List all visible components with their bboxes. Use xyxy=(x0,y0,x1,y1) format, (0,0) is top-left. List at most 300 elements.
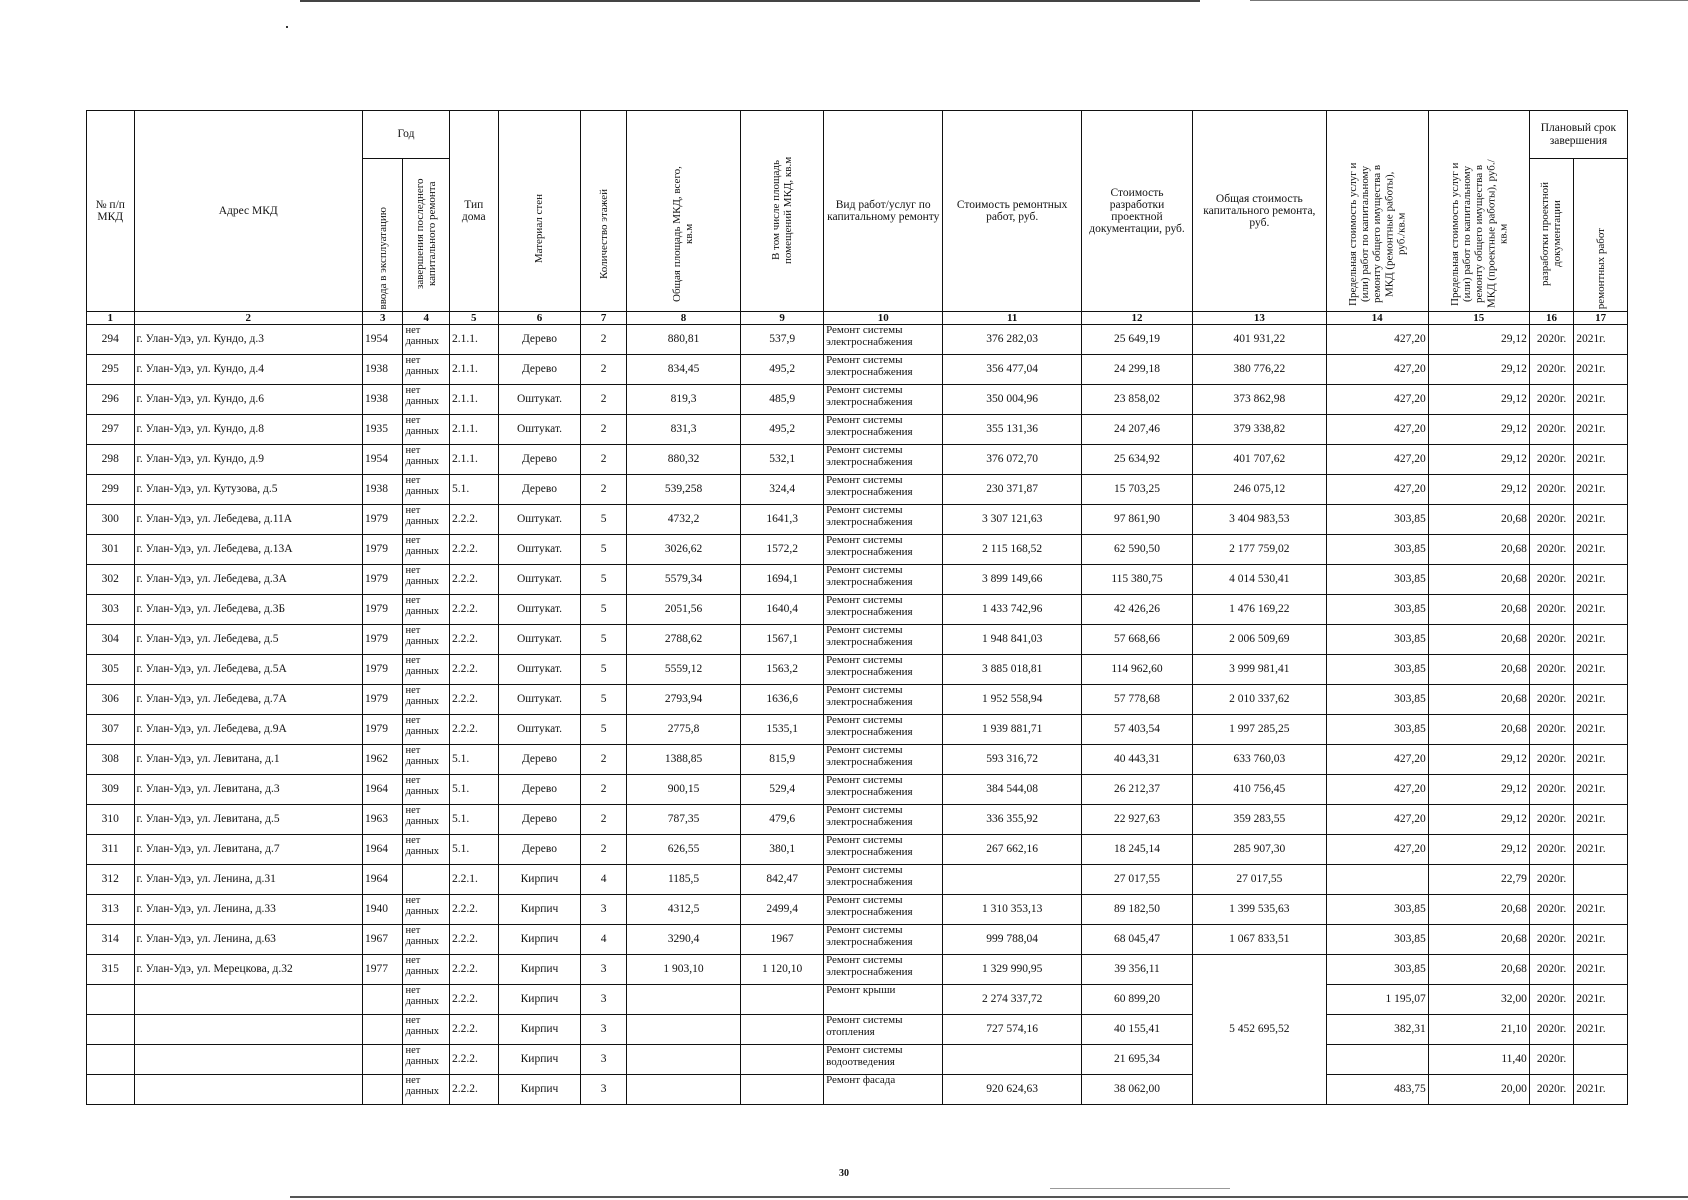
cell-premises-area: 1535,1 xyxy=(741,715,824,745)
cell-total-area: 831,3 xyxy=(626,415,740,445)
cell-premises-area xyxy=(741,1015,824,1045)
table-body xyxy=(87,325,1628,1105)
cell-design-cost: 40 443,31 xyxy=(1081,745,1192,775)
cell-plan-design: 2020г. xyxy=(1529,505,1573,535)
cell-floors: 3 xyxy=(581,895,627,925)
cell-total-cost: 27 017,55 xyxy=(1193,865,1326,895)
column-number: 9 xyxy=(741,312,824,325)
cell-commissioning-year: 1962 xyxy=(363,745,403,775)
cell-floors: 3 xyxy=(581,1075,627,1105)
cell-floors: 2 xyxy=(581,415,627,445)
cell-total-cost: 379 338,82 xyxy=(1193,415,1326,445)
cell-last-repair: нет данных xyxy=(403,325,450,355)
cell-last-repair: нет данных xyxy=(403,715,450,745)
cell-total-area: 626,55 xyxy=(626,835,740,865)
cell-repair-cost: 2 115 168,52 xyxy=(943,535,1082,565)
cell-plan-repair: 2021г. xyxy=(1574,835,1628,865)
cell-wall-material: Дерево xyxy=(498,355,581,385)
cell-repair-cost: 1 310 353,13 xyxy=(943,895,1082,925)
cell-address: г. Улан-Удэ, ул. Кундо, д.6 xyxy=(134,385,363,415)
cell-wall-material: Кирпич xyxy=(498,925,581,955)
cell-address: г. Улан-Удэ, ул. Левитана, д.1 xyxy=(134,745,363,775)
cell-number: 302 xyxy=(87,565,135,595)
cell-work-type: Ремонт системы электроснабжения xyxy=(824,655,943,685)
table-row xyxy=(87,535,1628,565)
cell-floors: 5 xyxy=(581,535,627,565)
cell-plan-design: 2020г. xyxy=(1529,625,1573,655)
cell-number: 307 xyxy=(87,715,135,745)
cell-premises-area: 495,2 xyxy=(741,355,824,385)
cell-commissioning-year: 1979 xyxy=(363,535,403,565)
cell-commissioning-year: 1940 xyxy=(363,895,403,925)
cell-house-type: 2.2.2. xyxy=(449,955,498,985)
cell-last-repair: нет данных xyxy=(403,1045,450,1075)
cell-limit-repair: 427,20 xyxy=(1326,445,1428,475)
cell-total-cost: 285 907,30 xyxy=(1193,835,1326,865)
cell-wall-material: Дерево xyxy=(498,745,581,775)
column-number: 3 xyxy=(363,312,403,325)
cell-design-cost: 24 207,46 xyxy=(1081,415,1192,445)
cell-total-cost: 1 067 833,51 xyxy=(1193,925,1326,955)
cell-last-repair: нет данных xyxy=(403,775,450,805)
cell-wall-material: Оштукат. xyxy=(498,415,581,445)
cell-total-area: 1388,85 xyxy=(626,745,740,775)
cell-total-cost: 246 075,12 xyxy=(1193,475,1326,505)
cell-wall-material: Оштукат. xyxy=(498,535,581,565)
cell-plan-repair: 2021г. xyxy=(1574,355,1628,385)
cell-total-area: 4732,2 xyxy=(626,505,740,535)
cell-number xyxy=(87,1015,135,1045)
scan-edge-bottom xyxy=(290,1196,1688,1198)
cell-limit-design: 20,00 xyxy=(1428,1075,1529,1105)
cell-limit-design: 22,79 xyxy=(1428,865,1529,895)
cell-premises-area: 815,9 xyxy=(741,745,824,775)
cell-plan-repair: 2021г. xyxy=(1574,1075,1628,1105)
cell-address: г. Улан-Удэ, ул. Лебедева, д.11А xyxy=(134,505,363,535)
cell-total-cost: 4 014 530,41 xyxy=(1193,565,1326,595)
cell-house-type: 2.2.2. xyxy=(449,535,498,565)
cell-number: 305 xyxy=(87,655,135,685)
cell-premises-area: 529,4 xyxy=(741,775,824,805)
cell-house-type: 2.2.1. xyxy=(449,865,498,895)
cell-work-type: Ремонт системы электроснабжения xyxy=(824,475,943,505)
cell-total-area: 880,32 xyxy=(626,445,740,475)
cell-limit-repair: 427,20 xyxy=(1326,835,1428,865)
cell-repair-cost: 355 131,36 xyxy=(943,415,1082,445)
column-number: 6 xyxy=(498,312,581,325)
cell-total-area: 3026,62 xyxy=(626,535,740,565)
cell-premises-area xyxy=(741,1045,824,1075)
cell-last-repair: нет данных xyxy=(403,625,450,655)
cell-floors: 5 xyxy=(581,595,627,625)
table-row xyxy=(87,415,1628,445)
cell-limit-repair: 303,85 xyxy=(1326,925,1428,955)
table-row xyxy=(87,325,1628,355)
cell-total-area xyxy=(626,985,740,1015)
cell-work-type: Ремонт системы электроснабжения xyxy=(824,415,943,445)
cell-design-cost: 18 245,14 xyxy=(1081,835,1192,865)
cell-limit-design: 29,12 xyxy=(1428,805,1529,835)
cell-commissioning-year: 1979 xyxy=(363,655,403,685)
cell-commissioning-year: 1938 xyxy=(363,385,403,415)
cell-plan-repair: 2021г. xyxy=(1574,475,1628,505)
cell-last-repair: нет данных xyxy=(403,475,450,505)
cell-total-area: 3290,4 xyxy=(626,925,740,955)
table-row xyxy=(87,1075,1628,1105)
scan-edge-top-right xyxy=(1250,0,1688,1)
column-number: 13 xyxy=(1193,312,1326,325)
cell-repair-cost: 3 885 018,81 xyxy=(943,655,1082,685)
cell-limit-repair: 303,85 xyxy=(1326,955,1428,985)
cell-floors: 5 xyxy=(581,565,627,595)
cell-wall-material: Оштукат. xyxy=(498,385,581,415)
cell-limit-design: 29,12 xyxy=(1428,415,1529,445)
table-row xyxy=(87,775,1628,805)
cell-limit-design: 29,12 xyxy=(1428,445,1529,475)
cell-design-cost: 57 403,54 xyxy=(1081,715,1192,745)
cell-floors: 3 xyxy=(581,955,627,985)
cell-work-type: Ремонт системы отопления xyxy=(824,1015,943,1045)
cell-floors: 2 xyxy=(581,475,627,505)
cell-design-cost: 25 649,19 xyxy=(1081,325,1192,355)
cell-work-type: Ремонт системы электроснабжения xyxy=(824,865,943,895)
table-row xyxy=(87,625,1628,655)
cell-commissioning-year: 1979 xyxy=(363,565,403,595)
cell-wall-material: Оштукат. xyxy=(498,595,581,625)
cell-last-repair: нет данных xyxy=(403,835,450,865)
cell-commissioning-year: 1935 xyxy=(363,415,403,445)
cell-plan-design: 2020г. xyxy=(1529,835,1573,865)
cell-address: г. Улан-Удэ, ул. Ленина, д.33 xyxy=(134,895,363,925)
cell-repair-cost xyxy=(943,865,1082,895)
cell-total-area: 2051,56 xyxy=(626,595,740,625)
cell-total-cost: 1 399 535,63 xyxy=(1193,895,1326,925)
cell-design-cost: 42 426,26 xyxy=(1081,595,1192,625)
cell-wall-material: Кирпич xyxy=(498,1045,581,1075)
cell-number xyxy=(87,985,135,1015)
cell-number xyxy=(87,1075,135,1105)
cell-address xyxy=(134,1075,363,1105)
cell-number: 310 xyxy=(87,805,135,835)
cell-wall-material: Дерево xyxy=(498,805,581,835)
cell-limit-design: 20,68 xyxy=(1428,535,1529,565)
cell-plan-design: 2020г. xyxy=(1529,985,1573,1015)
cell-house-type: 2.2.2. xyxy=(449,715,498,745)
cell-design-cost: 15 703,25 xyxy=(1081,475,1192,505)
cell-work-type: Ремонт системы электроснабжения xyxy=(824,775,943,805)
cell-floors: 5 xyxy=(581,685,627,715)
cell-number: 311 xyxy=(87,835,135,865)
table-row xyxy=(87,505,1628,535)
column-number: 8 xyxy=(626,312,740,325)
cell-floors: 3 xyxy=(581,1015,627,1045)
header-design-cost: Стоимость разработки проектной документации, руб. xyxy=(1081,111,1192,312)
cell-work-type: Ремонт системы электроснабжения xyxy=(824,565,943,595)
cell-repair-cost: 267 662,16 xyxy=(943,835,1082,865)
cell-total-area: 5579,34 xyxy=(626,565,740,595)
cell-total-area: 1185,5 xyxy=(626,865,740,895)
cell-work-type: Ремонт системы электроснабжения xyxy=(824,895,943,925)
cell-wall-material: Дерево xyxy=(498,775,581,805)
table-row xyxy=(87,715,1628,745)
cell-design-cost: 40 155,41 xyxy=(1081,1015,1192,1045)
cell-address: г. Улан-Удэ, ул. Кундо, д.9 xyxy=(134,445,363,475)
cell-plan-design: 2020г. xyxy=(1529,775,1573,805)
cell-total-area: 1 903,10 xyxy=(626,955,740,985)
cell-plan-design: 2020г. xyxy=(1529,595,1573,625)
cell-commissioning-year xyxy=(363,985,403,1015)
cell-house-type: 2.2.2. xyxy=(449,655,498,685)
cell-limit-design: 29,12 xyxy=(1428,355,1529,385)
cell-plan-design: 2020г. xyxy=(1529,715,1573,745)
cell-wall-material: Дерево xyxy=(498,475,581,505)
column-number: 11 xyxy=(943,312,1082,325)
cell-limit-repair: 303,85 xyxy=(1326,895,1428,925)
cell-commissioning-year: 1979 xyxy=(363,625,403,655)
cell-last-repair: нет данных xyxy=(403,655,450,685)
cell-plan-repair: 2021г. xyxy=(1574,775,1628,805)
cell-last-repair: нет данных xyxy=(403,985,450,1015)
table-row xyxy=(87,985,1628,1015)
cell-limit-repair: 303,85 xyxy=(1326,595,1428,625)
table-row xyxy=(87,565,1628,595)
cell-total-cost: 2 006 509,69 xyxy=(1193,625,1326,655)
cell-house-type: 2.1.1. xyxy=(449,415,498,445)
header-year-group: Год xyxy=(363,111,450,159)
cell-house-type: 2.2.2. xyxy=(449,985,498,1015)
table-row xyxy=(87,655,1628,685)
cell-limit-repair: 427,20 xyxy=(1326,415,1428,445)
table-row xyxy=(87,745,1628,775)
cell-wall-material: Оштукат. xyxy=(498,655,581,685)
cell-plan-repair: 2021г. xyxy=(1574,625,1628,655)
cell-wall-material: Оштукат. xyxy=(498,715,581,745)
cell-design-cost: 22 927,63 xyxy=(1081,805,1192,835)
cell-premises-area xyxy=(741,1075,824,1105)
cell-work-type: Ремонт крыши xyxy=(824,985,943,1015)
cell-design-cost: 57 778,68 xyxy=(1081,685,1192,715)
cell-number: 296 xyxy=(87,385,135,415)
cell-wall-material: Оштукат. xyxy=(498,625,581,655)
cell-address: г. Улан-Удэ, ул. Кутузова, д.5 xyxy=(134,475,363,505)
cell-plan-design: 2020г. xyxy=(1529,685,1573,715)
cell-plan-design: 2020г. xyxy=(1529,895,1573,925)
cell-address: г. Улан-Удэ, ул. Лебедева, д.7А xyxy=(134,685,363,715)
cell-limit-design: 11,40 xyxy=(1428,1045,1529,1075)
cell-premises-area: 537,9 xyxy=(741,325,824,355)
cell-premises-area: 1641,3 xyxy=(741,505,824,535)
cell-plan-repair: 2021г. xyxy=(1574,325,1628,355)
cell-plan-design: 2020г. xyxy=(1529,1045,1573,1075)
cell-limit-design: 29,12 xyxy=(1428,745,1529,775)
cell-commissioning-year: 1954 xyxy=(363,445,403,475)
cell-floors: 3 xyxy=(581,1045,627,1075)
cell-work-type: Ремонт системы электроснабжения xyxy=(824,685,943,715)
table-row xyxy=(87,385,1628,415)
cell-total-area: 539,258 xyxy=(626,475,740,505)
cell-last-repair: нет данных xyxy=(403,385,450,415)
cell-address: г. Улан-Удэ, ул. Мерецкова, д.32 xyxy=(134,955,363,985)
column-number: 1 xyxy=(87,312,135,325)
cell-house-type: 2.1.1. xyxy=(449,355,498,385)
header-number: № п/п МКД xyxy=(87,111,135,312)
cell-design-cost: 62 590,50 xyxy=(1081,535,1192,565)
cell-repair-cost: 3 307 121,63 xyxy=(943,505,1082,535)
cell-plan-repair: 2021г. xyxy=(1574,535,1628,565)
header-commissioning: ввода в эксплуатацию xyxy=(363,159,403,312)
header-plan-repair: ремонтных работ xyxy=(1574,159,1628,312)
cell-address xyxy=(134,985,363,1015)
cell-plan-repair: 2021г. xyxy=(1574,415,1628,445)
cell-address: г. Улан-Удэ, ул. Лебедева, д.5 xyxy=(134,625,363,655)
cell-total-cost: 410 756,45 xyxy=(1193,775,1326,805)
page-number: 30 xyxy=(839,1168,849,1179)
cell-commissioning-year: 1967 xyxy=(363,925,403,955)
cell-premises-area: 842,47 xyxy=(741,865,824,895)
cell-total-area: 4312,5 xyxy=(626,895,740,925)
cell-floors: 4 xyxy=(581,925,627,955)
cell-work-type: Ремонт системы электроснабжения xyxy=(824,595,943,625)
cell-work-type: Ремонт системы электроснабжения xyxy=(824,955,943,985)
cell-limit-repair xyxy=(1326,865,1428,895)
cell-total-area: 880,81 xyxy=(626,325,740,355)
cell-plan-design: 2020г. xyxy=(1529,865,1573,895)
cell-address: г. Улан-Удэ, ул. Ленина, д.31 xyxy=(134,865,363,895)
column-number: 16 xyxy=(1529,312,1573,325)
cell-number: 295 xyxy=(87,355,135,385)
header-house-type: Тип дома xyxy=(449,111,498,312)
cell-total-cost: 1 997 285,25 xyxy=(1193,715,1326,745)
cell-limit-design: 20,68 xyxy=(1428,955,1529,985)
cell-total-cost: 2 177 759,02 xyxy=(1193,535,1326,565)
cell-work-type: Ремонт системы электроснабжения xyxy=(824,715,943,745)
cell-number: 309 xyxy=(87,775,135,805)
cell-number: 304 xyxy=(87,625,135,655)
cell-total-area: 2775,8 xyxy=(626,715,740,745)
cell-repair-cost: 336 355,92 xyxy=(943,805,1082,835)
cell-repair-cost: 356 477,04 xyxy=(943,355,1082,385)
cell-repair-cost: 999 788,04 xyxy=(943,925,1082,955)
table-row xyxy=(87,355,1628,385)
cell-repair-cost: 593 316,72 xyxy=(943,745,1082,775)
cell-plan-design: 2020г. xyxy=(1529,325,1573,355)
cell-premises-area: 1567,1 xyxy=(741,625,824,655)
cell-plan-repair: 2021г. xyxy=(1574,1015,1628,1045)
cell-work-type: Ремонт системы электроснабжения xyxy=(824,745,943,775)
cell-limit-repair: 483,75 xyxy=(1326,1075,1428,1105)
cell-design-cost: 89 182,50 xyxy=(1081,895,1192,925)
cell-plan-repair: 2021г. xyxy=(1574,505,1628,535)
cell-repair-cost: 1 948 841,03 xyxy=(943,625,1082,655)
cell-plan-design: 2020г. xyxy=(1529,955,1573,985)
cell-plan-design: 2020г. xyxy=(1529,355,1573,385)
cell-repair-cost: 230 371,87 xyxy=(943,475,1082,505)
cell-house-type: 2.2.2. xyxy=(449,1045,498,1075)
cell-limit-repair: 427,20 xyxy=(1326,325,1428,355)
column-number: 15 xyxy=(1428,312,1529,325)
cell-wall-material: Кирпич xyxy=(498,865,581,895)
cell-number: 315 xyxy=(87,955,135,985)
cell-work-type: Ремонт системы электроснабжения xyxy=(824,625,943,655)
cell-work-type: Ремонт системы электроснабжения xyxy=(824,505,943,535)
header-last-repair: завершения последнего капитального ремонта xyxy=(403,159,450,312)
cell-floors: 2 xyxy=(581,325,627,355)
column-number: 7 xyxy=(581,312,627,325)
cell-limit-repair: 427,20 xyxy=(1326,385,1428,415)
cell-commissioning-year: 1964 xyxy=(363,835,403,865)
cell-last-repair: нет данных xyxy=(403,1015,450,1045)
cell-premises-area: 532,1 xyxy=(741,445,824,475)
table-row xyxy=(87,445,1628,475)
cell-design-cost: 26 212,37 xyxy=(1081,775,1192,805)
cell-limit-design: 29,12 xyxy=(1428,775,1529,805)
cell-plan-design: 2020г. xyxy=(1529,1075,1573,1105)
cell-plan-design: 2020г. xyxy=(1529,445,1573,475)
cell-wall-material: Дерево xyxy=(498,835,581,865)
cell-premises-area: 1967 xyxy=(741,925,824,955)
cell-wall-material: Оштукат. xyxy=(498,685,581,715)
cell-last-repair: нет данных xyxy=(403,1075,450,1105)
cell-wall-material: Кирпич xyxy=(498,985,581,1015)
cell-plan-design: 2020г. xyxy=(1529,475,1573,505)
header-address: Адрес МКД xyxy=(134,111,363,312)
cell-design-cost: 68 045,47 xyxy=(1081,925,1192,955)
cell-repair-cost: 350 004,96 xyxy=(943,385,1082,415)
cell-address: г. Улан-Удэ, ул. Ленина, д.63 xyxy=(134,925,363,955)
cell-plan-repair: 2021г. xyxy=(1574,985,1628,1015)
cell-floors: 2 xyxy=(581,775,627,805)
cell-number: 297 xyxy=(87,415,135,445)
cell-work-type: Ремонт системы электроснабжения xyxy=(824,925,943,955)
cell-last-repair: нет данных xyxy=(403,595,450,625)
cell-floors: 2 xyxy=(581,835,627,865)
cell-repair-cost: 2 274 337,72 xyxy=(943,985,1082,1015)
cell-commissioning-year: 1964 xyxy=(363,865,403,895)
cell-design-cost: 21 695,34 xyxy=(1081,1045,1192,1075)
cell-total-cost: 3 404 983,53 xyxy=(1193,505,1326,535)
cell-plan-repair: 2021г. xyxy=(1574,565,1628,595)
cell-number: 312 xyxy=(87,865,135,895)
cell-house-type: 2.2.2. xyxy=(449,685,498,715)
capital-repair-table xyxy=(86,110,1628,1105)
cell-plan-design: 2020г. xyxy=(1529,925,1573,955)
table-row xyxy=(87,595,1628,625)
cell-commissioning-year: 1977 xyxy=(363,955,403,985)
cell-house-type: 2.1.1. xyxy=(449,385,498,415)
cell-floors: 2 xyxy=(581,385,627,415)
cell-number: 314 xyxy=(87,925,135,955)
cell-last-repair: нет данных xyxy=(403,685,450,715)
cell-wall-material: Кирпич xyxy=(498,1015,581,1045)
cell-floors: 2 xyxy=(581,745,627,775)
cell-total-cost: 401 707,62 xyxy=(1193,445,1326,475)
cell-design-cost: 27 017,55 xyxy=(1081,865,1192,895)
cell-repair-cost: 1 939 881,71 xyxy=(943,715,1082,745)
cell-design-cost: 25 634,92 xyxy=(1081,445,1192,475)
cell-commissioning-year: 1938 xyxy=(363,475,403,505)
table-row xyxy=(87,835,1628,865)
cell-limit-repair: 427,20 xyxy=(1326,355,1428,385)
cell-design-cost: 60 899,20 xyxy=(1081,985,1192,1015)
cell-house-type: 2.2.2. xyxy=(449,625,498,655)
cell-commissioning-year xyxy=(363,1045,403,1075)
column-number: 17 xyxy=(1574,312,1628,325)
header-limit-design: Предельная стоимость услуг и (или) работ по капитальному ремонту общего имущества в МКД (проектные работы), руб./кв.м xyxy=(1428,111,1529,312)
cell-premises-area: 380,1 xyxy=(741,835,824,865)
cell-limit-repair: 303,85 xyxy=(1326,505,1428,535)
column-number: 10 xyxy=(824,312,943,325)
column-number: 2 xyxy=(134,312,363,325)
